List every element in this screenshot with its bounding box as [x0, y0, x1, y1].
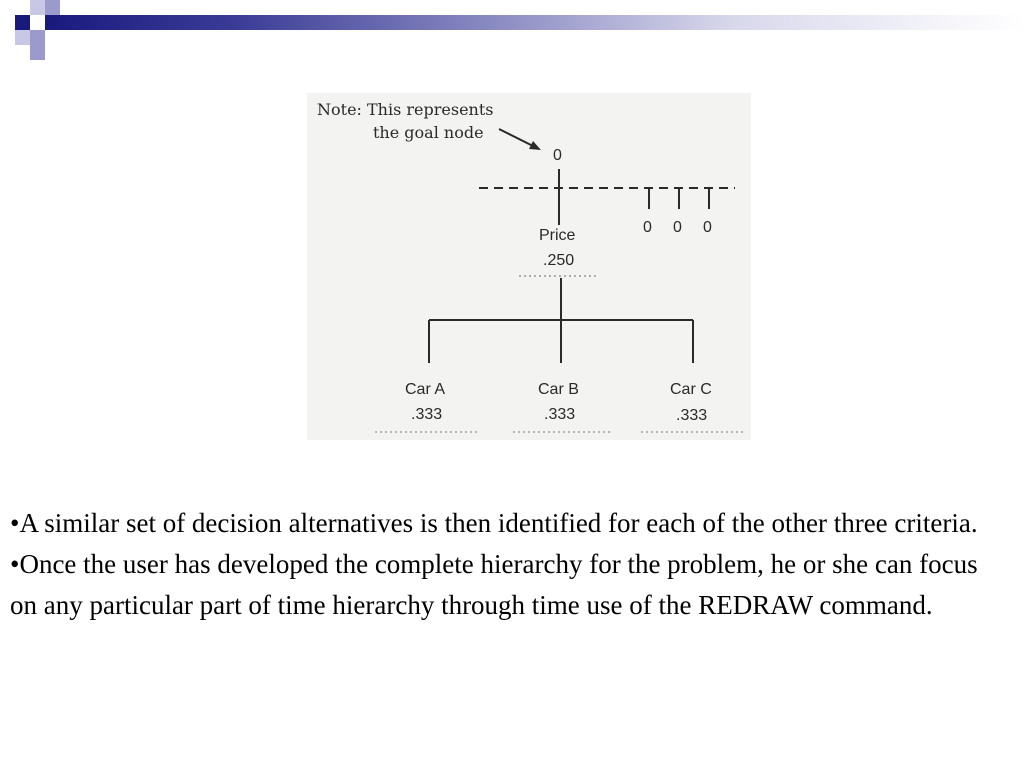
note-arrow-head [529, 141, 541, 150]
slide-body-text [10, 503, 1000, 626]
alternative-label: Car C [670, 381, 712, 398]
alternative-weight: .333 [544, 406, 576, 423]
header-banner [0, 0, 1024, 64]
bullet-text: •Once the user has developed the complete hierarchy for the problem, he or she can focus on any particular part of time hierarchy through time use of the REDRAW command. [10, 549, 978, 620]
bullet-text: •A similar set of decision alternatives is then identified for each of the other three criteria. [10, 508, 978, 538]
alternative-weight: .333 [676, 407, 708, 424]
banner-gradient-bar [56, 15, 1024, 30]
alternative-label: Car B [538, 381, 579, 398]
goal-node-value: 0 [553, 147, 562, 164]
criterion-label: Price [539, 227, 576, 244]
alternative-weight: .333 [411, 406, 443, 423]
banner-square [30, 30, 45, 45]
note-line-2: the goal node [373, 123, 484, 142]
criterion-weight: .250 [543, 252, 575, 269]
criterion-value: 0 [703, 219, 712, 236]
alternative-label: Car A [405, 381, 446, 398]
banner-square [15, 15, 30, 30]
banner-square [30, 0, 45, 15]
criterion-value: 0 [673, 219, 682, 236]
banner-square [30, 45, 45, 60]
banner-square [15, 30, 30, 45]
hierarchy-diagram [307, 93, 751, 440]
hierarchy-diagram-svg [307, 93, 751, 440]
note-line-1: Note: This represents [317, 100, 494, 119]
note-arrow-shaft [499, 129, 535, 147]
banner-square [45, 0, 60, 15]
criterion-value: 0 [643, 219, 652, 236]
